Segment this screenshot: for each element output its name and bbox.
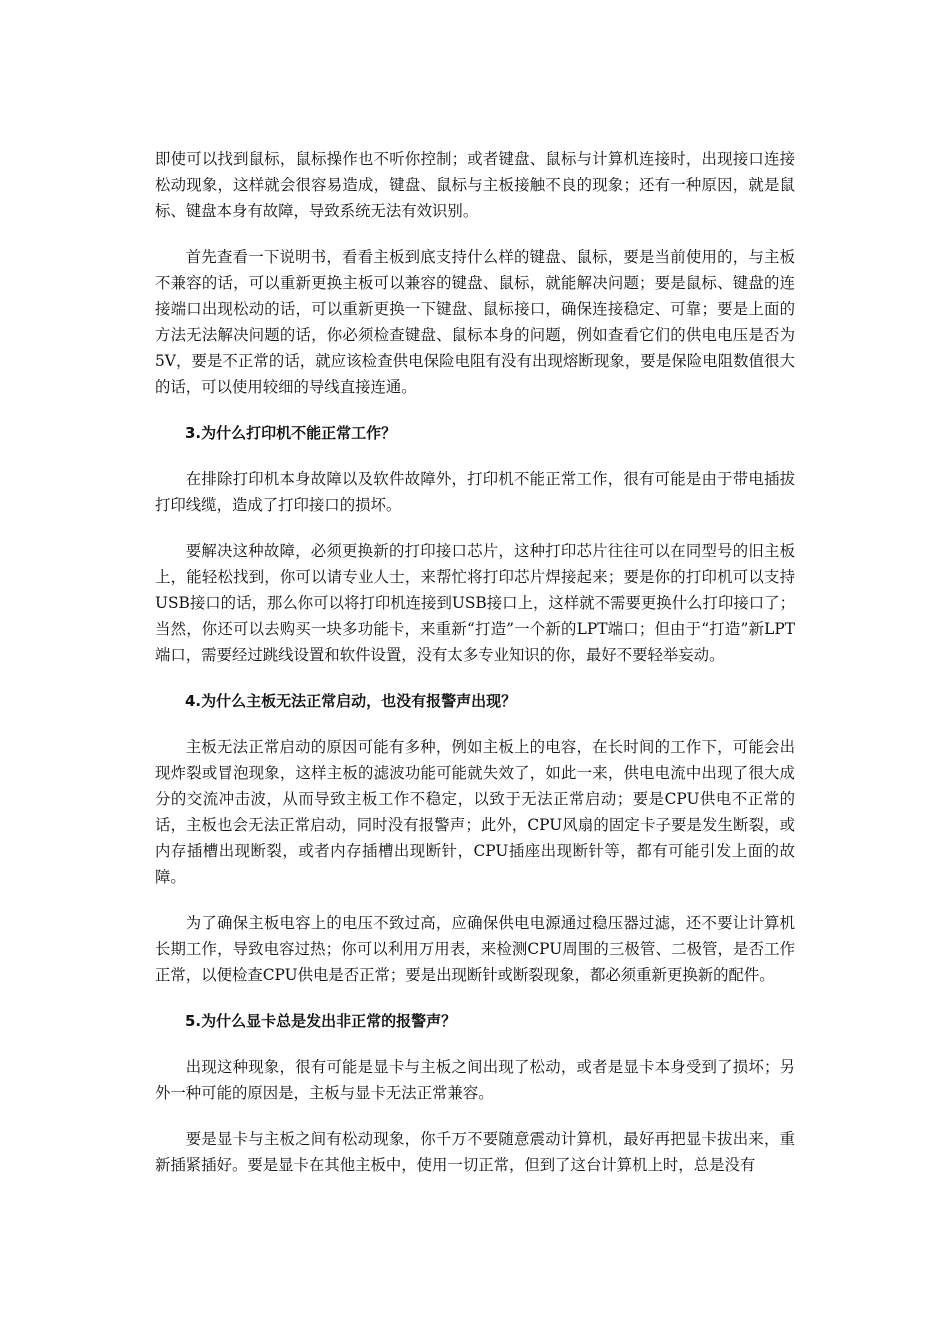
heading-printer-question: 3.为什么打印机不能正常工作？ [185,424,397,442]
paragraph-graphics-card-cause: 出现这种现象，很有可能是显卡与主板之间出现了松动，或者是显卡本身受到了损坏；另外一种可能的原因是，主板与显卡无法正常兼容。 [155,1058,795,1102]
paragraph-keyboard-mouse-causes: 即使可以找到鼠标，鼠标操作也不听你控制；或者键盘、鼠标与计算机连接时，出现接口连接松动现象，这样就会很容易造成，键盘、鼠标与主板接触不良的现象；还有一种原因，就是鼠标、键盘本身有故障，导致系统无法有效识别。 [155,150,795,220]
paragraph-motherboard-solution: 为了确保主板电容上的电压不致过高，应确保供电电源通过稳压器过滤，还不要让计算机长期工作，导致电容过热；你可以利用万用表，来检测CPU周围的三极管、二极管，是否工作正常，以便检查CPU供电是否正常；要是出现断针或断裂现象，都必须重新更换新的配件。 [155,914,795,984]
heading-graphics-card-question: 5.为什么显卡总是发出非正常的报警声？ [185,1012,457,1030]
paragraph-motherboard-causes: 主板无法正常启动的原因可能有多种，例如主板上的电容，在长时间的工作下，可能会出现炸裂或冒泡现象，这样主板的滤波功能可能就失效了，如此一来，供电电流中出现了很大成分的交流冲击波，从而导致主板工作不稳定，以致于无法正常启动；要是CPU供电不正常的话，主板也会无法正常启动，同时没有报警声；此外，CPU风扇的固定卡子要是发生断裂，或内存插槽出现断裂，或者内存插槽出现断针，CPU插座出现断针等，都有可能引发上面的故障。 [155,738,795,886]
paragraph-keyboard-mouse-solution: 首先查看一下说明书，看看主板到底支持什么样的键盘、鼠标，要是当前使用的，与主板不兼容的话，可以重新更换主板可以兼容的键盘、鼠标，就能解决问题；要是鼠标、键盘的连接端口出现松动的话，可以重新更换一下键盘、鼠标接口，确保连接稳定、可靠；要是上面的方法无法解决问题的话，你必须检查键盘、鼠标本身的问题，例如查看它们的供电电压是否为 5V，要是不正常的话，就应该检查供电保险电阻有没有出现熔断现象，要是保险电阻数值很大的话，可以使用较细的导线直接连通。 [155,248,795,396]
heading-motherboard-question: 4.为什么主板无法正常启动，也没有报警声出现？ [185,692,517,710]
paragraph-graphics-card-solution: 要是显卡与主板之间有松动现象，你千万不要随意震动计算机，最好再把显卡拔出来，重新插紧插好。要是显卡在其他主板中，使用一切正常，但到了这台计算机上时，总是没有 [155,1130,795,1174]
document-page [155,146,795,1198]
paragraph-printer-solution: 要解决这种故障，必须更换新的打印接口芯片，这种打印芯片往往可以在同型号的旧主板上，能轻松找到，你可以请专业人士，来帮忙将打印芯片焊接起来；要是你的打印机可以支持USB接口的话，那么你可以将打印机连接到USB接口上，这样就不需要更换什么打印接口了；当然，你还可以去购买一块多功能卡，来重新“打造”一个新的LPT端口；但由于“打造”新LPT端口，需要经过跳线设置和软件设置，没有太多专业知识的你，最好不要轻举妄动。 [155,542,795,664]
paragraph-printer-cause: 在排除打印机本身故障以及软件故障外，打印机不能正常工作，很有可能是由于带电插拔打印线缆，造成了打印接口的损坏。 [155,470,795,514]
